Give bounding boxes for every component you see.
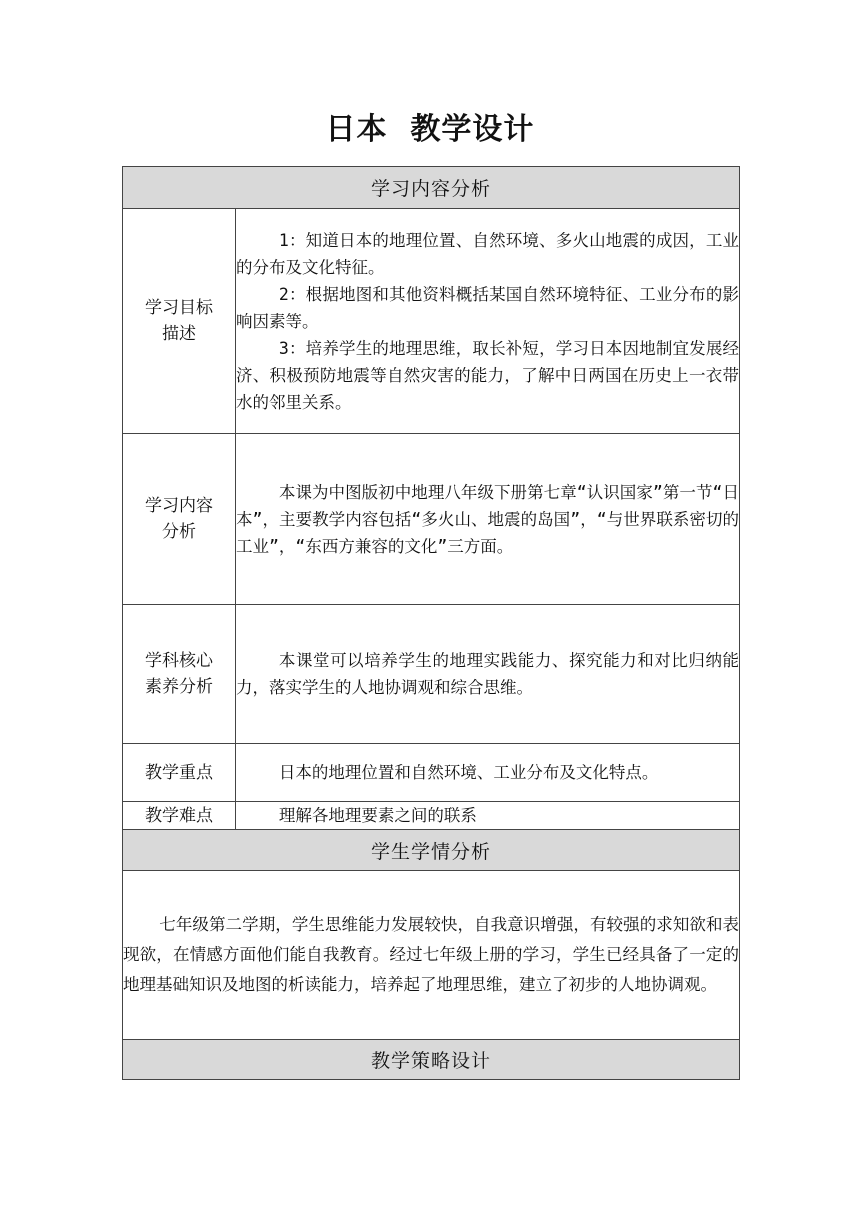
row-label-core-literacy bbox=[123, 605, 236, 744]
row-content-learning-objectives bbox=[236, 209, 740, 434]
row-content-difficulties bbox=[236, 802, 740, 830]
content-paragraph: 本课堂可以培养学生的地理实践能力、探究能力和对比归纳能力，落实学生的人地协调观和综合思维。 bbox=[236, 651, 740, 697]
student-analysis-paragraph: 七年级第二学期，学生思维能力发展较快，自我意识增强，有较强的求知欲和表现欲，在情感方面他们能自我教育。经过七年级上册的学习，学生已经具备了一定的地理基础知识及地图的析读能力，培养起了地理思维，建立了初步的人地协调观。 bbox=[123, 915, 740, 994]
section-header-student-analysis: 学生学情分析 bbox=[123, 830, 740, 871]
row-label-line: 学习内容 bbox=[145, 496, 213, 516]
table-row bbox=[123, 434, 740, 605]
content-paragraph: 日本的地理位置和自然环境、工业分布及文化特点。 bbox=[278, 763, 659, 782]
row-content-core-literacy bbox=[236, 605, 740, 744]
row-label-line: 学习目标 bbox=[145, 298, 213, 318]
content-paragraph: 理解各地理要素之间的联系 bbox=[278, 806, 477, 825]
section-header-row bbox=[123, 830, 740, 871]
objective-paragraph: 3：培养学生的地理思维，取长补短，学习日本因地制宜发展经济、积极预防地震等自然灾害的能力，了解中日两国在历史上一衣带水的邻里关系。 bbox=[236, 338, 740, 412]
section-header-row bbox=[123, 167, 740, 209]
table-row bbox=[123, 744, 740, 802]
row-label-difficulties bbox=[123, 802, 236, 830]
row-label-learning-objectives bbox=[123, 209, 236, 434]
content-paragraph: 本课为中图版初中地理八年级下册第七章“认识国家”第一节“日本”，主要教学内容包括“多火山、地震的岛国”，“与世界联系密切的工业”，“东西方兼容的文化”三方面。 bbox=[236, 482, 740, 556]
row-label-line: 描述 bbox=[162, 324, 196, 344]
section-header-strategy: 教学策略设计 bbox=[123, 1040, 740, 1080]
row-content-content-analysis bbox=[236, 434, 740, 605]
teaching-design-table bbox=[122, 166, 740, 1080]
row-label-key-points bbox=[123, 744, 236, 802]
table-row bbox=[123, 209, 740, 434]
student-analysis-content bbox=[123, 871, 740, 1040]
row-label-line: 学科核心 bbox=[145, 651, 213, 671]
row-label-line: 素养分析 bbox=[145, 677, 213, 697]
document-title: 日本 教学设计 bbox=[325, 112, 535, 147]
objective-paragraph: 1：知道日本的地理位置、自然环境、多火山地震的成因，工业的分布及文化特征。 bbox=[236, 230, 740, 277]
objective-paragraph: 2：根据地图和其他资料概括某国自然环境特征、工业分布的影响因素等。 bbox=[236, 284, 740, 331]
section-header-content-analysis: 学习内容分析 bbox=[123, 167, 740, 209]
row-content-key-points bbox=[236, 744, 740, 802]
table-row bbox=[123, 605, 740, 744]
row-label-line: 教学重点 bbox=[145, 762, 213, 783]
row-label-content-analysis bbox=[123, 434, 236, 605]
section-header-row bbox=[123, 1040, 740, 1080]
table-row bbox=[123, 871, 740, 1040]
row-label-line: 分析 bbox=[162, 522, 196, 542]
row-label-line: 教学难点 bbox=[145, 805, 213, 826]
table-row bbox=[123, 802, 740, 830]
